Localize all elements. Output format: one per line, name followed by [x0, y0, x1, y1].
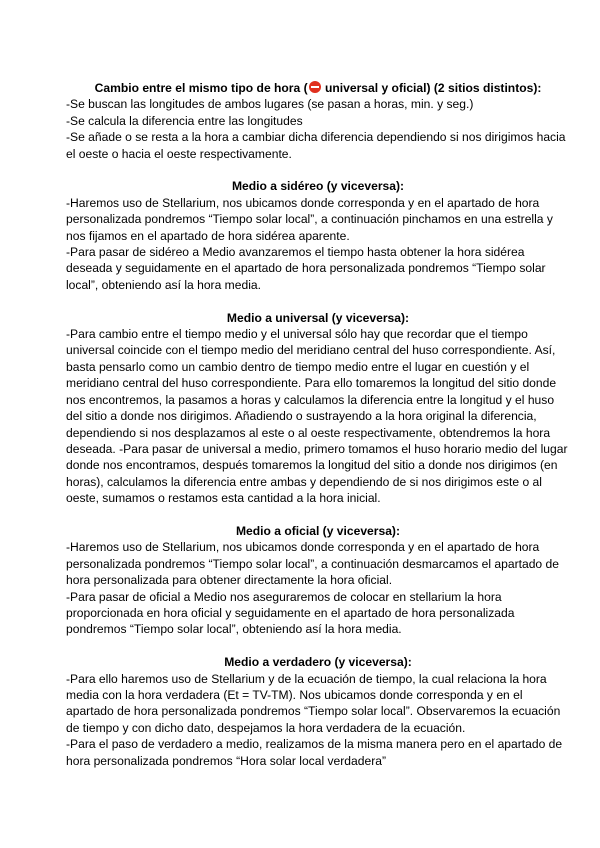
paragraph: -Para cambio entre el tiempo medio y el universal sólo hay que recordar que el tiempo universal coincide con el tiempo medio del meridiano central del huso correspondiente. Así, basta pensarlo como un cambio dentro de tiempo medio entre el lugar en cuestión y el meridiano central del huso correspondiente. Para ello tomaremos la longitud del sitio donde nos encontremos, la pasamos a horas y calculamos la diferencia entre la longitud y el huso del sitio a donde nos dirigimos. Añadiendo o sustrayendo a la hora original la diferencia, dependiendo si nos desplazamos al este o al oeste respectivamente, obtendremos la hora deseada. -Para pasar de universal a medio, primero tomamos el huso horario medio del lugar donde nos encontramos, después tomaremos la longitud del sitio a donde nos dirigimos (en horas), calculamos la diferencia entre ambas y dependiendo de si nos dirigimos este o al oeste, sumamos o restamos esta cantidad a la hora inicial. — [66, 327, 568, 506]
paragraph: -Para pasar de oficial a Medio nos aseguraremos de colocar en stellarium la hora proporcionada en hora oficial y seguidamente en el apartado de hora personalizada pondremos “Tiempo solar local”, obteniendo así la hora media. — [66, 589, 515, 637]
section-heading: Medio a universal (y viceversa): — [226, 310, 410, 325]
section-medio-verdadero — [66, 654, 570, 769]
section-medio-sidereo — [66, 178, 570, 293]
paragraph: -Haremos uso de Stellarium, nos ubicamos donde corresponda y en el apartado de hora personalizada pondremos “Tiempo solar local”, a continuación pinchamos en una estrella y nos fijamos en el apartado de hora sidérea aparente. — [66, 195, 553, 243]
section-heading: Medio a sidéreo (y viceversa): — [231, 179, 405, 194]
no-entry-icon — [309, 81, 321, 93]
paragraph: -Para ello haremos uso de Stellarium y de la ecuación de tiempo, la cual relaciona la hora media con la hora verdadera (Et = TV-TM). Nos ubicamos donde corresponda y en el apartado de hora personalizada pondremos “Tiempo solar local”. Observaremos la ecuación de tiempo y con dicho dato, despejamos la hora verdadera de la ecuación. — [66, 671, 561, 735]
heading-text-start: Cambio entre el mismo tipo de hora ( — [94, 81, 308, 95]
section-heading: Medio a oficial (y viceversa): — [235, 523, 400, 538]
heading-text-end: universal y oficial) (2 sitios distintos): — [321, 81, 542, 95]
paragraph: -Se añade o se resta a la hora a cambiar dicha diferencia dependiendo si nos dirigimos hacia el oeste o hacia el oeste respectivamente. — [66, 130, 566, 161]
paragraph: -Para pasar de sidéreo a Medio avanzaremos el tiempo hasta obtener la hora sidérea deseada y seguidamente en el apartado de hora personalizada pondremos “Tiempo solar local”, obteniendo así la hora media. — [66, 245, 546, 292]
section-heading — [66, 80, 570, 96]
section-medio-universal — [66, 310, 570, 507]
section-medio-oficial — [66, 523, 570, 638]
section-heading: Medio a verdadero (y viceversa): — [224, 655, 412, 670]
paragraph: -Haremos uso de Stellarium, nos ubicamos donde corresponda y en el apartado de hora personalizada pondremos “Tiempo solar local”, a continuación desmarcamos el apartado de hora personalizada para obtener directamente la hora oficial. — [66, 540, 559, 588]
paragraph: -Se calcula la diferencia entre las longitudes — [66, 113, 303, 128]
section-same-time-type — [66, 80, 570, 162]
paragraph: -Se buscan las longitudes de ambos lugares (se pasan a horas, min. y seg.) — [66, 97, 474, 112]
paragraph: -Para el paso de verdadero a medio, realizamos de la misma manera pero en el apartado de hora personalizada pondremos “Hora solar local verdadera” — [66, 737, 563, 768]
